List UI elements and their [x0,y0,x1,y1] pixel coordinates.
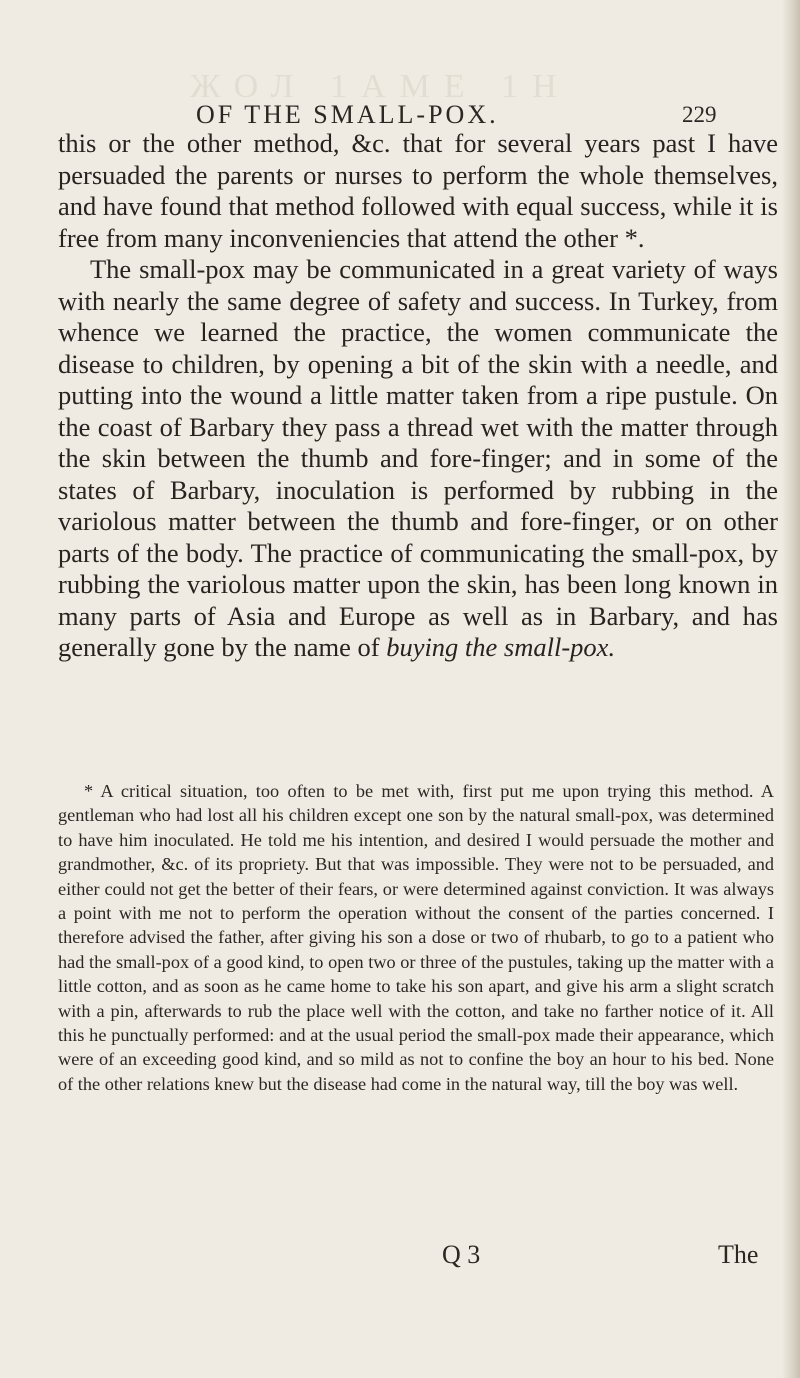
signature-mark: Q 3 [442,1240,481,1269]
page-edge [782,0,800,1378]
bleed-through-text: ЖОЛ 1АМЕ 1Н [190,68,571,105]
italic-phrase: buying the small-pox. [386,632,616,662]
running-head: OF THE SMALL-POX. [196,100,499,129]
paragraph-2 [58,254,778,664]
footnote [58,779,774,1096]
page-number: 229 [682,102,717,127]
paragraph-2-text: The small-pox may be communicated in a great variety of ways with nearly the same degree of safety and success. In Turkey, from whence we learned the practice, the women communicate the disease to children, by opening a bit of the skin with a needle, and putting into the wound a little matter taken from a ripe pustule. On the coast of Barbary they pass a thread wet with the matter through the skin between the thumb and fore-finger; and in some of the states of Barbary, inoculation is performed by rubbing in the variolous matter between the thumb and fore-finger, or on other parts of the body. The practice of communicating the small-pox, by rubbing the variolous matter upon the skin, has been long known in many parts of Asia and Europe as well as in Barbary, and has generally gone by the name of [58,254,778,662]
main-text [58,128,778,664]
catchword: The [718,1240,759,1269]
paragraph-1: this or the other method, &c. that for several years past I have persuaded the parents or nurses to perform the whole themselves, and have found that method followed with equal success, while it is free from many inconveniencies that attend the other *. [58,128,778,253]
footnote-text: * A critical situation, too often to be met with, first put me upon trying this method. A gentleman who had lost all his children except one son by the natural small-pox, was determined to have him inoculated. He told me his intention, and desired I would persuade the mother and grandmother, &c. of its propriety. But that was impossible. They were not to be persuaded, and either could not get the better of their fears, or were determined against conviction. It was always a point with me not to perform the operation without the consent of the parties concerned. I therefore advised the father, after giving his son a dose or two of rhubarb, to go to a patient who had the small-pox of a good kind, to open two or three of the pustules, taking up the matter with a little cotton, and as soon as he came home to take his son apart, and give his arm a slight scratch with a pin, afterwards to rub the place well with the cotton, and take no farther notice of it. All this he punctually performed: and at the usual period the small-pox made their appearance, which were of an exceeding good kind, and so mild as not to confine the boy an hour to his bed. None of the other relations knew but the disease had come in the natural way, till the boy was well. [58,781,774,1094]
